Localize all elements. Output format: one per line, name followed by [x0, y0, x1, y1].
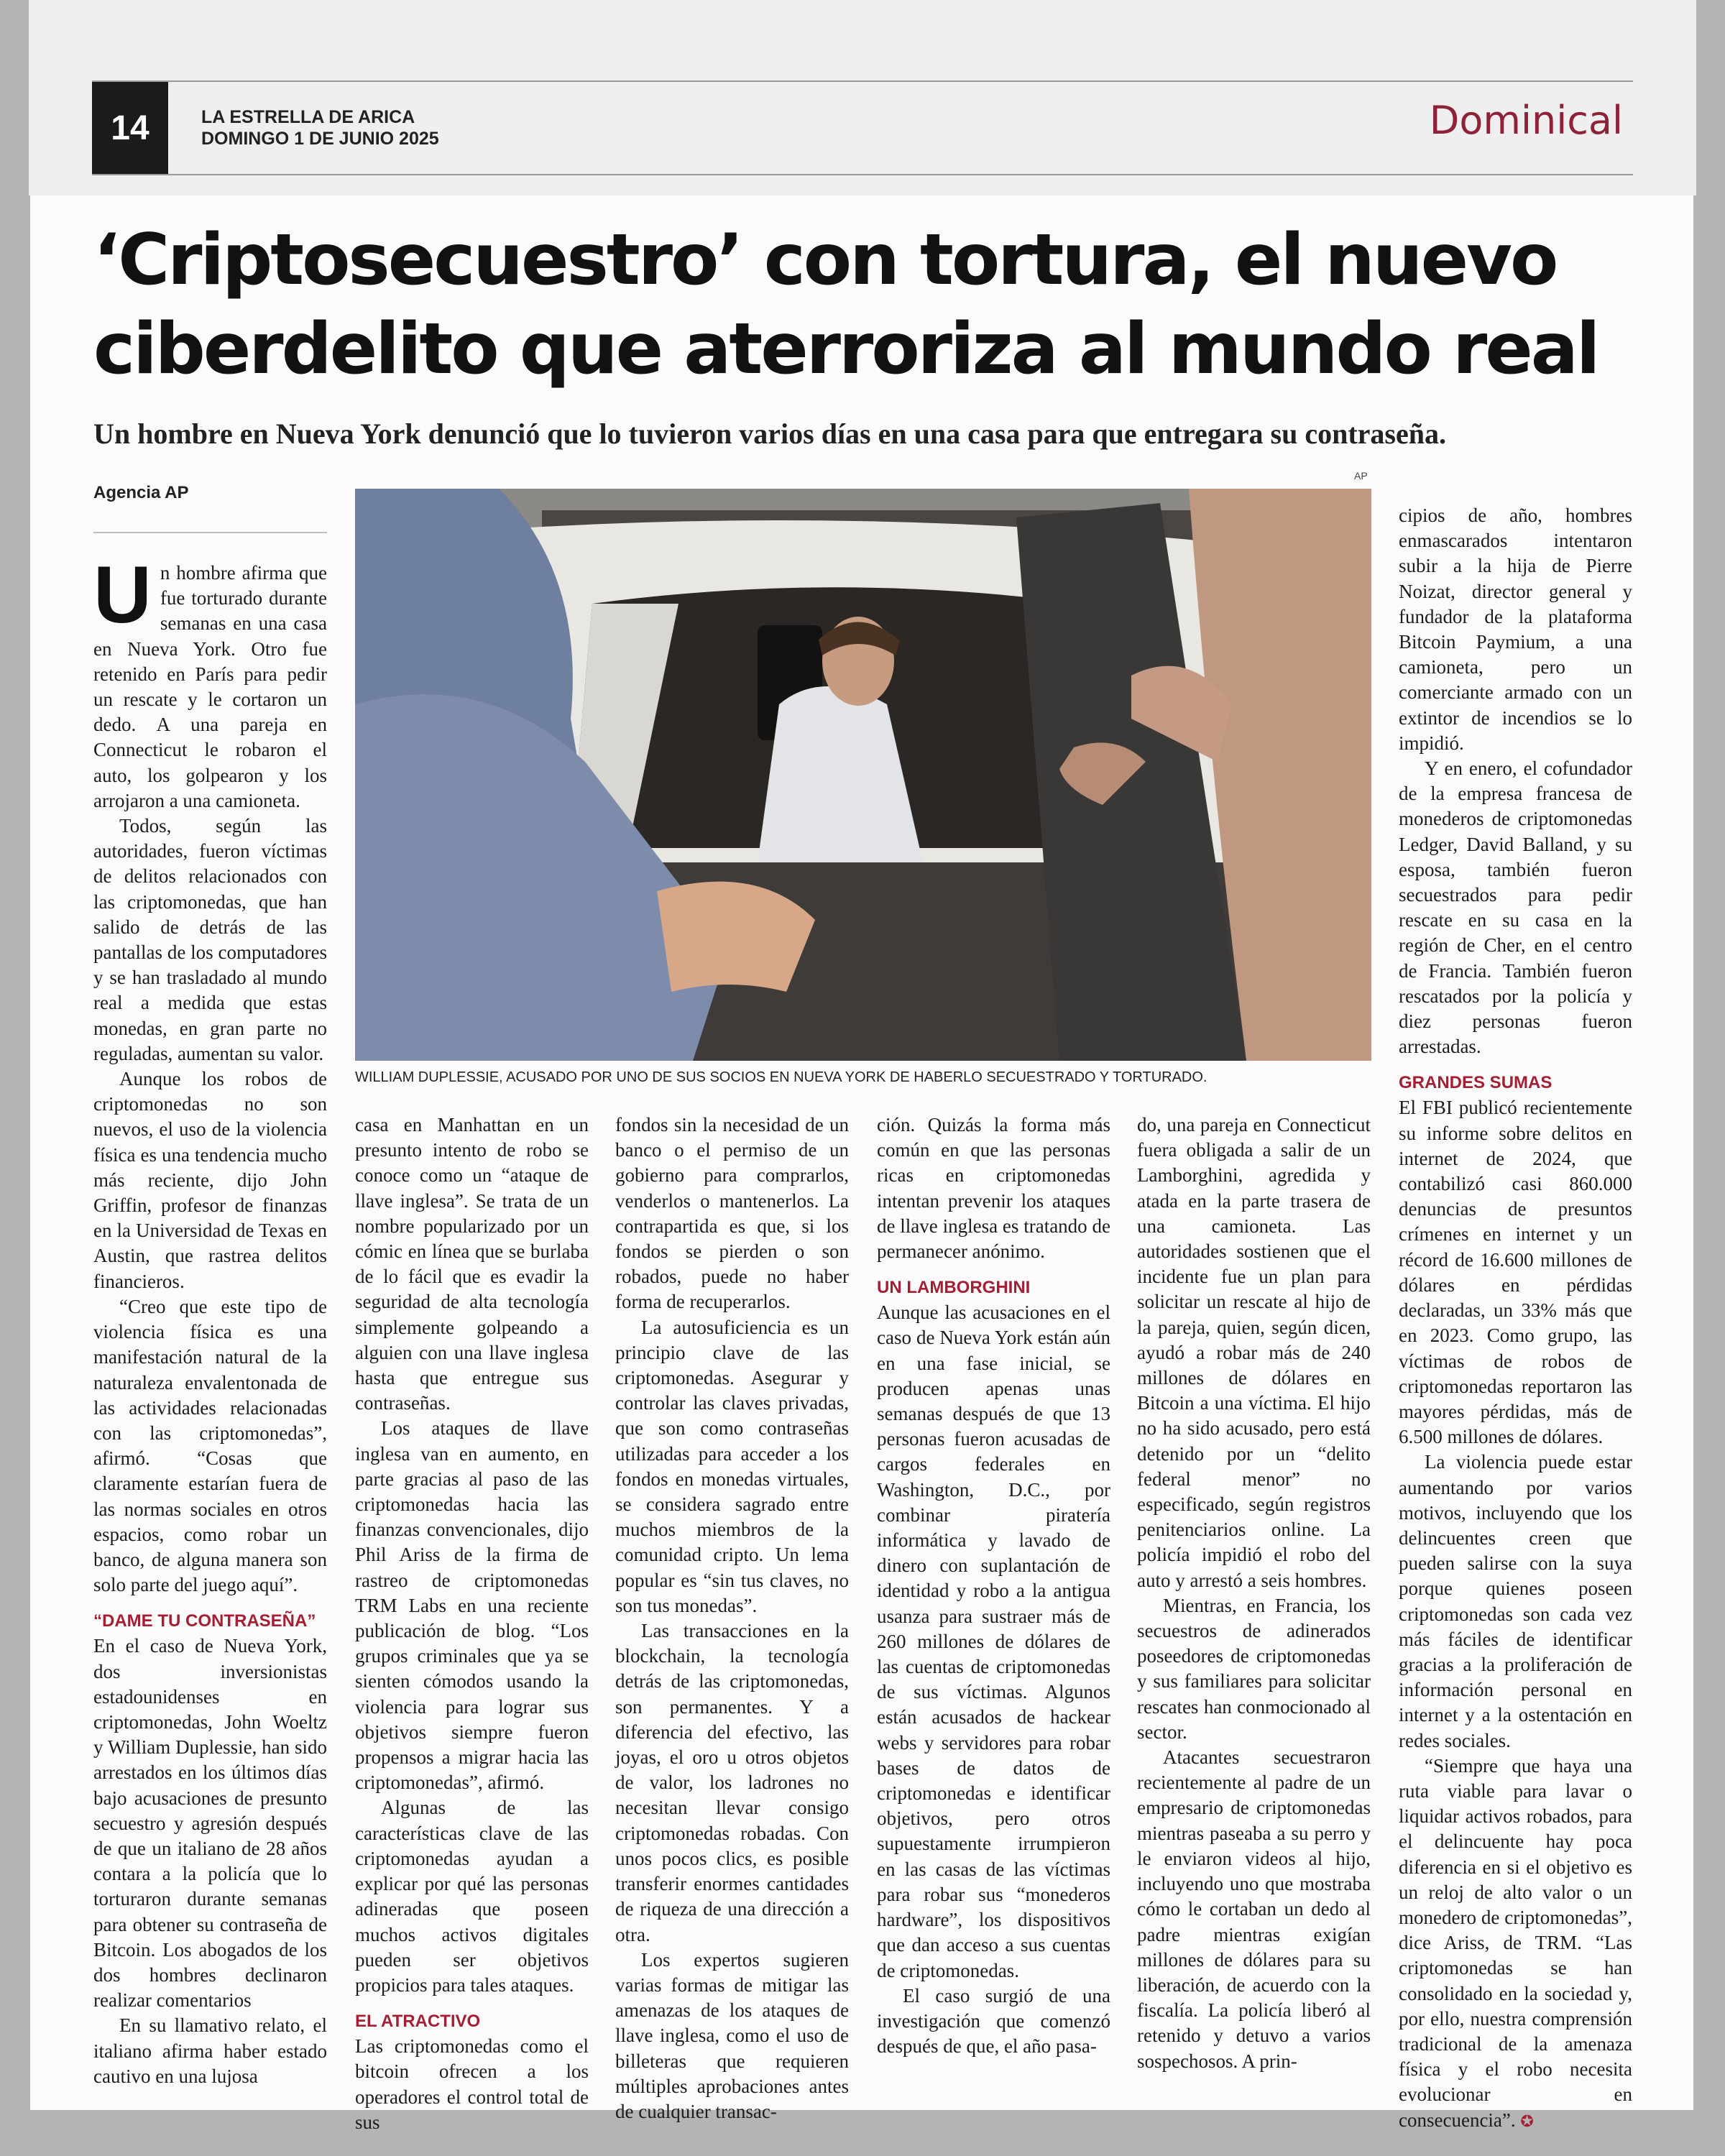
- paragraph-text: n hombre afirma que fue torturado durante semanas en una casa en Nueva York. Otro fue retenido en París para pedir un rescate y le cortaron un dedo. A una pareja en Connecticut le robaron el auto, los golpearon y los arrojaron a una camioneta.: [93, 562, 327, 811]
- paragraph: [93, 550, 327, 814]
- subheading-grandes-sumas: GRANDES SUMAS: [1399, 1073, 1552, 1093]
- paragraph: fondos sin la necesidad de un banco o el permiso de un gobierno para comprarlos, venderlos o mantenerlos. La contrapartida es que, si los fondos se pierden o son robados, puede no haber forma de recuperarlos.: [615, 1114, 849, 1313]
- header-rule-bottom: [92, 174, 1633, 175]
- paragraph: Atacantes secuestraron recientemente al padre de un empresario de criptomonedas mientras paseaba a su perro y le enviaron videos al hijo, incluyendo uno que mostraba cómo le cortaban un dedo al padre mientras exigían millones de dólares para su liberación, de acuerdo con la fiscalía. La policía liberó al retenido y detuvo a varios sospechosos. A prin-: [1137, 1746, 1371, 2072]
- paragraph: Aunque los robos de criptomonedas no son nuevos, el uso de la violencia física es una tendencia mucho más reciente, dijo John Griffin, profesor de finanzas en la Universidad de Texas en Austin, que rastrea delitos financieros.: [93, 1068, 327, 1292]
- byline-rule: [93, 532, 327, 533]
- byline: Agencia AP: [93, 483, 189, 502]
- headline-line-2: ciberdelito que aterroriza al mundo real: [93, 308, 1598, 390]
- header-rule-top: [92, 80, 1633, 82]
- paragraph: La autosuficiencia es un principio clave de las criptomonedas. Asegurar y controlar las claves privadas, que son como contraseñas utilizadas para acceder a los fondos en monedas virtuales, se considera sagrado entre muchos miembros de la comunidad cripto. Un lema popular es “sin tus claves, no son tus monedas”.: [615, 1316, 849, 1616]
- paragraph: casa en Manhattan en un presunto intento de robo se conoce como un “ataque de llave inglesa”. Se trata de un nombre popularizado por un cómic en línea que se burlaba de lo fácil que es evadir la seguridad de alta tecnología simplemente golpeando a alguien con una llave inglesa hasta que entregue sus contraseñas.: [355, 1114, 589, 1414]
- page-number: 14: [92, 82, 168, 174]
- paragraph: Los expertos sugieren varias formas de mitigar las amenazas de los ataques de llave inglesa, como el uso de billeteras que requieren múltiples aprobaciones antes de cualquier transac-: [615, 1948, 849, 2122]
- paragraph: [1399, 1754, 1632, 2134]
- end-mark-icon: ✪: [1520, 2111, 1534, 2130]
- paragraph: Todos, según las autoridades, fueron víctimas de delitos relacionados con las criptomonedas, que han salido de detrás de las pantallas de los computadores y se han trasladado al mundo real a medida que estas monedas, en gran parte no reguladas, aumentan su valor.: [93, 815, 327, 1064]
- paragraph: Y en enero, el cofundador de la empresa francesa de monederos de criptomonedas Ledger, David Balland, y su esposa, también fueron secuestrados para pedir rescate en su casa en la región de Cher, en el centro de Francia. También fueron rescatados por la policía y diez personas fueron arrestadas.: [1399, 757, 1632, 1058]
- paragraph: La violencia puede estar aumentando por varios motivos, incluyendo que los delincuentes creen que pueden salirse con la suya porque quienes poseen criptomonedas son cada vez más fáciles de identificar gracias a la proliferación de información personal en internet y a la ostentación en redes sociales.: [1399, 1451, 1632, 1751]
- article-photo: [355, 489, 1371, 1061]
- subheadline: Un hombre en Nueva York denunció que lo tuvieron varios días en una casa para que entregara su contraseña.: [93, 418, 1446, 450]
- text-column-4: [877, 1112, 1110, 2070]
- headline: [93, 216, 1675, 394]
- text-column-6: [1399, 503, 1632, 2131]
- paragraph-text: “Siempre que haya una ruta viable para lavar o liquidar activos robados, para el delincuente hay poca diferencia en si el objetivo es un reloj de alto valor o un monedero de criptomonedas”, dice Ariss, de TRM. “Las criptomonedas se han consolidado en la sociedad y, por ello, nuestra comprensión tradicional de la amenaza física y el robo necesita evolucionar en consecuencia”.: [1399, 1754, 1632, 2131]
- text-column-2: [355, 1112, 589, 2133]
- section-name: Dominical: [1429, 98, 1623, 143]
- drop-cap: U: [93, 550, 152, 640]
- subheading-un-lamborghini: UN LAMBORGHINI: [877, 1278, 1031, 1298]
- photo-illustration: [355, 489, 1371, 1061]
- subheading-el-atractivo: EL ATRACTIVO: [355, 2012, 481, 2032]
- paragraph: Mientras, en Francia, los secuestros de adinerados poseedores de criptomonedas y sus familiares para solicitar rescates han conmocionado al sector.: [1137, 1594, 1371, 1743]
- paragraph: Aunque las acusaciones en el caso de Nueva York están aún en una fase inicial, se producen apenas unas semanas después de que 13 personas fueron acusadas de cargos federales en Washington, D.C., por combinar piratería informática y lavado de dinero con suplantación de identidad y robo a la antigua usanza para sustraer más de 260 millones de dólares de las cuentas de criptomonedas de sus víctimas. Algunos están acusados de hackear webs y servidores para robar bases de datos de criptomonedas e identificar objetivos, pero otros supuestamente irrumpieron en las casas de las víctimas para robar sus “monederos hardware”, los dispositivos que dan acceso a sus cuentas de criptomonedas.: [877, 1302, 1110, 1981]
- text-column-1: [93, 550, 327, 2087]
- photo-credit: AP: [1354, 470, 1368, 482]
- paragraph: El FBI publicó recientemente su informe sobre delitos en internet de 2024, que contabilizó casi 860.000 denuncias de presuntos crímenes en internet y un récord de 16.600 millones de dólares en pérdidas declaradas, un 33% más que en 2023. Como grupo, las víctimas de robos de criptomonedas reportaron las mayores pérdidas, más de 6.500 millones de dólares.: [1399, 1097, 1632, 1448]
- text-column-5: [1137, 1112, 1371, 2070]
- photo-caption: WILLIAM DUPLESSIE, ACUSADO POR UNO DE SUS SOCIOS EN NUEVA YORK DE HABERLO SECUESTRADO Y TORTURADO.: [355, 1069, 1208, 1085]
- paragraph: cipios de año, hombres enmascarados intentaron subir a la hija de Pierre Noizat, director general y fundador de la plataforma Bitcoin Paymium, a una camioneta, pero un comerciante armado con un extintor de incendios se lo impidió.: [1399, 505, 1632, 754]
- paragraph: ción. Quizás la forma más común en que las personas ricas en criptomonedas intentan prevenir los ataques de llave inglesa es tratando de permanecer anónimo.: [877, 1114, 1110, 1263]
- paragraph: Los ataques de llave inglesa van en aumento, en parte gracias al paso de las criptomonedas hacia las finanzas convencionales, dijo Phil Ariss de la firma de rastreo de criptomonedas TRM Labs en una reciente publicación de blog. “Los grupos criminales que ya se sienten cómodos usando la violencia para lograr sus objetivos siempre fueron propensos a migrar hacia las criptomonedas”, afirmó.: [355, 1417, 589, 1794]
- subheading-dame-tu-contrasena: “DAME TU CONTRASEÑA”: [93, 1611, 316, 1631]
- issue-date: DOMINGO 1 DE JUNIO 2025: [201, 129, 439, 149]
- paragraph: En su llamativo relato, el italiano afirma haber estado cautivo en una lujosa: [93, 2014, 327, 2087]
- newspaper-name: LA ESTRELLA DE ARICA: [201, 107, 415, 127]
- paragraph: Las criptomonedas como el bitcoin ofrecen a los operadores el control total de sus: [355, 2035, 589, 2133]
- paragraph: do, una pareja en Connecticut fuera obligada a salir de un Lamborghini, agredida y atada en la parte trasera de una camioneta. Las autoridades sostienen que el incidente fue un plan para solicitar un rescate al hijo de la pareja, quien, según dicen, ayudó a robar más de 240 millones de dólares en Bitcoin a una víctima. El hijo no ha sido acusado, pero está detenido por un “delito federal menor” no especificado, según registros penitenciarios online. La policía impidió el robo del auto y arrestó a seis hombres.: [1137, 1114, 1371, 1591]
- text-column-3: [615, 1112, 849, 2122]
- paragraph: “Creo que este tipo de violencia física es una manifestación natural de la naturaleza envalentonada de las actividades relacionadas con las criptomonedas”, afirmó. “Cosas que claramente estarían fuera de las normas sociales en otros espacios, como robar un banco, de alguna manera son solo parte del juego aquí”.: [93, 1295, 327, 1596]
- paragraph: El caso surgió de una investigación que comenzó después de que, el año pasa-: [877, 1984, 1110, 2058]
- headline-line-1: ‘Criptosecuestro’ con tortura, el nuevo: [93, 219, 1557, 301]
- paragraph: En el caso de Nueva York, dos inversionistas estadounidenses en criptomonedas, John Woeltz y William Duplessie, han sido arrestados en los últimos días bajo acusaciones de presunto secuestro y agresión después de que un italiano de 28 años contara a la policía que lo torturaron durante semanas para obtener su contraseña de Bitcoin. Los abogados de los dos hombres declinaron realizar comentarios: [93, 1635, 327, 2012]
- paragraph: Las transacciones en la blockchain, la tecnología detrás de las criptomonedas, son permanentes. Y a diferencia del efectivo, las joyas, el oro u otros objetos de valor, los ladrones no necesitan llevar consigo criptomonedas robadas. Con unos pocos clics, es posible transferir enormes cantidades de riqueza de una dirección a otra.: [615, 1620, 849, 1945]
- paragraph: Algunas de las características clave de las criptomonedas ayudan a explicar por qué las personas adineradas que poseen muchos activos digitales pueden ser objetivos propicios para tales ataques.: [355, 1797, 589, 1996]
- masthead: [201, 106, 439, 149]
